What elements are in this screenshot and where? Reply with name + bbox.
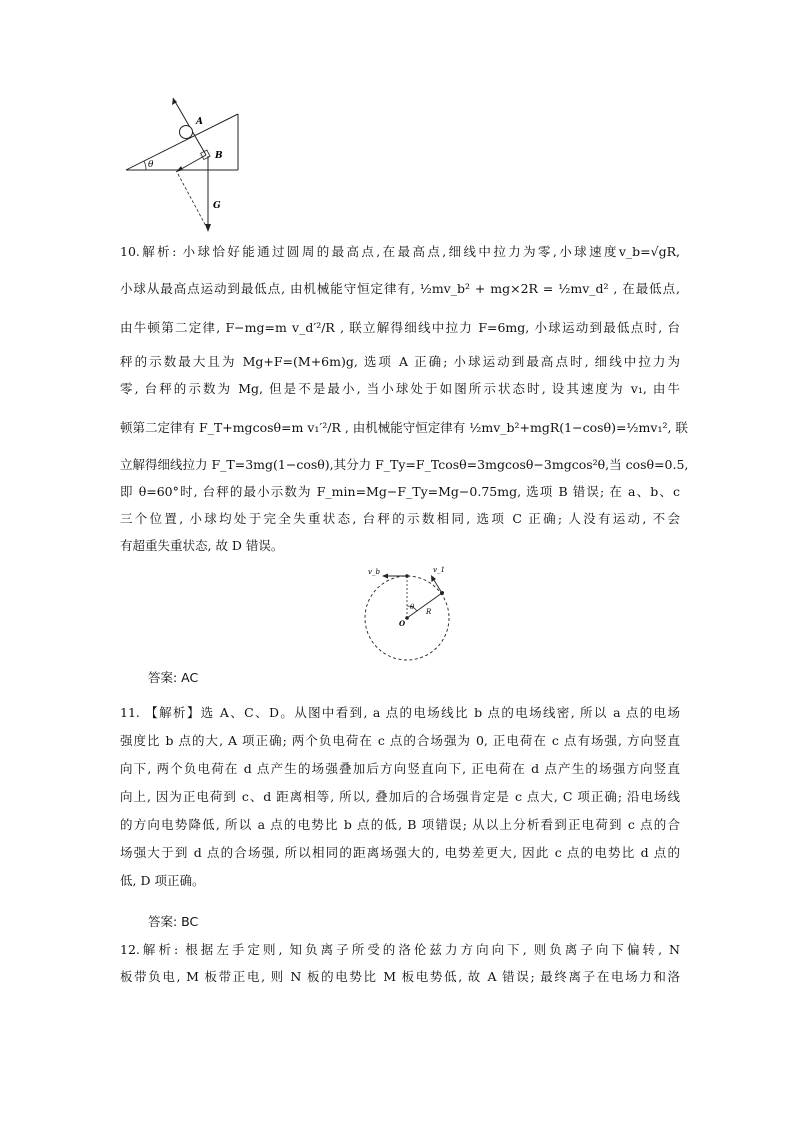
q10-answer: 答案: AC bbox=[148, 670, 199, 685]
q10-line-8: 即 θ=60°时, 台秤的最小示数为 F_min=Mg−F_Ty=Mg−0.75mg, 选项 B 错误; 在 a、b、c bbox=[120, 484, 680, 499]
label-G: G bbox=[213, 201, 221, 211]
q11-line-4: 向上, 因为正电荷到 c、d 距离相等, 所以, 叠加后的合场强肯定是 c 点大, C 项正确; 沿电场线 bbox=[120, 789, 680, 804]
q10-line-6: 顿第二定律有 F_T+mgcosθ=m v₁′²/R , 由机械能守恒定律有 ½mv_b²+mgR(1−cosθ)=½mv₁², 联 bbox=[120, 420, 688, 435]
q10-line-4: 秤的示数最大且为 Mg+F=(M+6m)g, 选项 A 正确; 小球运动到最高点时, 细线中拉力为 bbox=[120, 354, 680, 369]
q10-line-7: 立解得细线拉力 F_T=3mg(1−cosθ),其分力 F_Ty=F_Tcosθ=3mgcosθ−3mgcos²θ,当 cosθ=0.5, bbox=[120, 457, 689, 472]
q11-line-2: 强度比 b 点的大, A 项正确; 两个负电荷在 c 点的合场强为 0, 正电荷在 c 点有场强, 方向竖直 bbox=[120, 733, 681, 748]
label-theta-2: θ bbox=[410, 603, 415, 611]
q11-line-3: 向下, 两个负电荷在 d 点产生的场强叠加后方向竖直向下, 正电荷在 d 点产生的场强方向竖直 bbox=[120, 761, 680, 776]
q10-line-2: 小球从最高点运动到最低点, 由机械能守恒定律有, ½mv_b² + mg×2R = ½mv_d² , 在最低点, bbox=[120, 281, 680, 296]
label-B: B bbox=[215, 151, 223, 161]
circular-motion-figure bbox=[340, 563, 460, 668]
label-vb: v_b bbox=[368, 568, 380, 576]
label-R: R bbox=[426, 608, 432, 616]
q10-line-9: 三个位置, 小球均处于完全失重状态, 台秤的示数相同, 选项 C 正确; 人没有运动, 不会 bbox=[120, 511, 680, 526]
q11-line-7: 低, D 项正确。 bbox=[120, 873, 205, 888]
label-theta: θ bbox=[148, 160, 154, 170]
label-O: O bbox=[399, 619, 406, 628]
label-A: A bbox=[196, 117, 203, 127]
q10-line-3: 由牛顿第二定律, F−mg=m v_d′²/R , 联立解得细线中拉力 F=6mg, 小球运动到最低点时, 台 bbox=[120, 320, 680, 335]
q10-line-1: 10.解析: 小球恰好能通过圆周的最高点,在最高点,细线中拉力为零,小球速度v_b=√gR, bbox=[120, 244, 680, 259]
q10-line-10: 有超重失重状态, 故 D 错误。 bbox=[120, 538, 284, 553]
q10-line-5: 零, 台秤的示数为 Mg, 但是不是最小, 当小球处于如图所示状态时, 设其速度为 v₁, 由牛 bbox=[120, 381, 680, 396]
q12-line-2: 板带负电, M 板带正电, 则 N 板的电势比 M 板电势低, 故 A 错误; 最终离子在电场力和洛 bbox=[120, 969, 680, 984]
inclined-plane-figure bbox=[118, 90, 248, 235]
q12-line-1: 12.解析: 根据左手定则, 知负离子所受的洛伦兹力方向向下, 则负离子向下偏转, N bbox=[120, 942, 680, 957]
q11-answer: 答案: BC bbox=[148, 914, 199, 929]
q11-line-5: 的方向电势降低, 所以 a 点的电势比 b 点的低, B 项错误; 从以上分析看到正电荷到 c 点的合 bbox=[120, 817, 680, 832]
q11-line-6: 场强大于到 d 点的合场强, 所以相同的距离场强大的, 电势差更大, 因此 c 点的电势比 d 点的 bbox=[120, 845, 680, 860]
label-v1: v_1 bbox=[433, 566, 445, 574]
q11-line-1: 11. 【解析】选 A、C、D。从图中看到, a 点的电场线比 b 点的电场线密, 所以 a 点的电场 bbox=[120, 705, 680, 720]
